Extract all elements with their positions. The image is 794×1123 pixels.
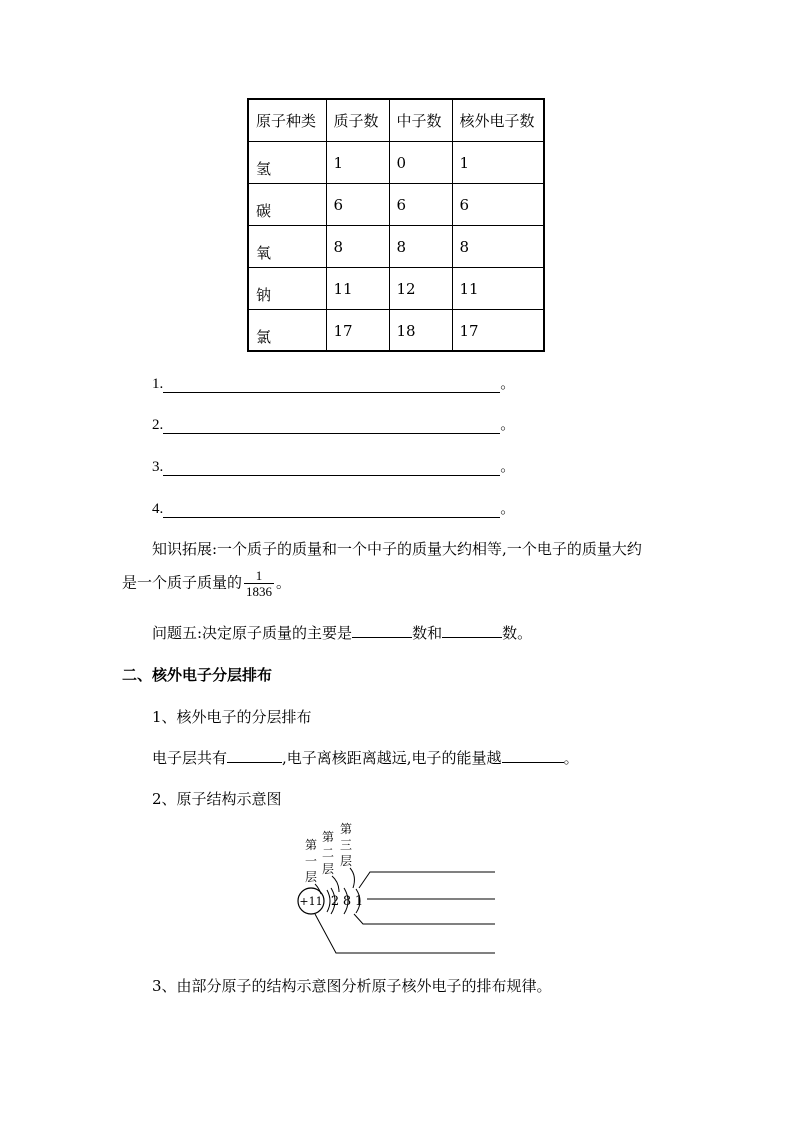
nucleus-charge: +11 xyxy=(299,895,323,908)
table-row xyxy=(248,309,544,351)
first-shell-label-1: 第 xyxy=(304,838,318,852)
extension-period: 。 xyxy=(276,573,292,592)
answer-period: 。 xyxy=(500,499,516,517)
second-shell-label-1: 第 xyxy=(321,830,335,844)
table-header-cell: 中子数 xyxy=(389,99,452,141)
table-cell: 11 xyxy=(452,267,544,309)
third-shell-pointer xyxy=(350,868,354,888)
answer-number: 1. xyxy=(152,376,164,392)
third-shell-label-2: 三 xyxy=(339,838,353,852)
question-5-pre: 问题五:决定原子质量的主要是 xyxy=(152,624,353,642)
answer-period: 。 xyxy=(500,457,516,475)
fill-blank[interactable] xyxy=(227,748,282,763)
table-row xyxy=(248,141,544,183)
third-shell-label-1: 第 xyxy=(339,822,353,836)
section-2-sub1: 1、核外电子的分层排布 xyxy=(152,708,312,726)
table-cell: 6 xyxy=(452,183,544,225)
first-shell-label-3: 层 xyxy=(304,870,318,884)
answer-period: 。 xyxy=(500,415,516,433)
table-cell: 11 xyxy=(326,267,389,309)
extension-line-1: 知识拓展:一个质子的质量和一个中子的质量大约相等,一个电子的质量大约 xyxy=(152,540,642,558)
question-5-mid: 数和 xyxy=(412,624,443,642)
answer-blank[interactable] xyxy=(163,417,500,434)
table-cell: 17 xyxy=(452,309,544,351)
second-shell-label-3: 层 xyxy=(321,862,335,876)
table-cell: 6 xyxy=(326,183,389,225)
electron-shell-fill xyxy=(152,747,579,768)
table-cell: 6 xyxy=(389,183,452,225)
leader-line-3 xyxy=(354,914,495,924)
table-cell: 8 xyxy=(452,225,544,267)
section-2-title: 二、核外电子分层排布 xyxy=(122,666,273,684)
section-2-sub3: 3、由部分原子的结构示意图分析原子核外电子的排布规律。 xyxy=(152,977,552,995)
table-row xyxy=(248,183,544,225)
table-cell: 8 xyxy=(389,225,452,267)
first-shell-arc-outer xyxy=(327,890,330,912)
fraction-denominator: 1836 xyxy=(246,584,273,599)
answer-blank[interactable] xyxy=(163,501,500,518)
section-2-sub2: 2、原子结构示意图 xyxy=(152,790,282,808)
extension-line-2-text: 是一个质子质量的 xyxy=(122,573,243,592)
table-cell: 12 xyxy=(389,267,452,309)
fill-blank[interactable] xyxy=(502,748,564,763)
answer-number: 2. xyxy=(152,417,164,433)
table-cell: 18 xyxy=(389,309,452,351)
fraction-numerator: 1 xyxy=(244,568,274,584)
table-cell: 1 xyxy=(452,141,544,183)
third-shell-label-3: 层 xyxy=(339,854,353,868)
answer-number: 4. xyxy=(152,501,164,517)
shell-1-count: 2 xyxy=(330,894,340,909)
table-cell: 氯 xyxy=(248,309,326,351)
table-header-cell: 原子种类 xyxy=(248,99,326,141)
table-row xyxy=(248,225,544,267)
shell-3-count: 1 xyxy=(354,894,364,909)
second-shell-pointer xyxy=(332,876,339,892)
fill-mid: ,电子离核距离越远,电子的能量越 xyxy=(282,749,502,767)
table-cell: 0 xyxy=(389,141,452,183)
extension-line-2 xyxy=(122,568,291,599)
fraction xyxy=(244,568,274,599)
answer-line-1[interactable] xyxy=(152,372,515,394)
answer-line-4[interactable] xyxy=(152,497,515,519)
answer-line-3[interactable] xyxy=(152,455,515,477)
question-5-post: 数。 xyxy=(502,624,533,642)
answer-blank[interactable] xyxy=(163,459,500,476)
table-cell: 17 xyxy=(326,309,389,351)
answer-line-2[interactable] xyxy=(152,413,515,435)
answer-number: 3. xyxy=(152,459,164,475)
fill-blank[interactable] xyxy=(442,623,502,638)
table-cell: 氧 xyxy=(248,225,326,267)
table-header-cell: 核外电子数 xyxy=(452,99,544,141)
table-cell: 8 xyxy=(326,225,389,267)
fill-blank[interactable] xyxy=(352,623,412,638)
atom-table xyxy=(247,98,545,352)
fill-post: 。 xyxy=(563,749,579,767)
atom-structure-diagram xyxy=(295,818,505,960)
second-shell-label-2: 二 xyxy=(321,846,335,860)
answer-period: 。 xyxy=(500,374,516,392)
fill-pre: 电子层共有 xyxy=(152,749,228,767)
leader-line-1 xyxy=(359,872,495,888)
table-header-cell: 质子数 xyxy=(326,99,389,141)
table-cell: 钠 xyxy=(248,267,326,309)
table-header-row xyxy=(248,99,544,141)
answer-blank[interactable] xyxy=(163,376,500,393)
table-cell: 碳 xyxy=(248,183,326,225)
shell-2-count: 8 xyxy=(342,894,352,909)
table-row xyxy=(248,267,544,309)
table-cell: 氢 xyxy=(248,141,326,183)
question-5 xyxy=(152,622,532,643)
table-cell: 1 xyxy=(326,141,389,183)
leader-line-4 xyxy=(315,914,495,953)
first-shell-label-2: 一 xyxy=(304,854,318,868)
